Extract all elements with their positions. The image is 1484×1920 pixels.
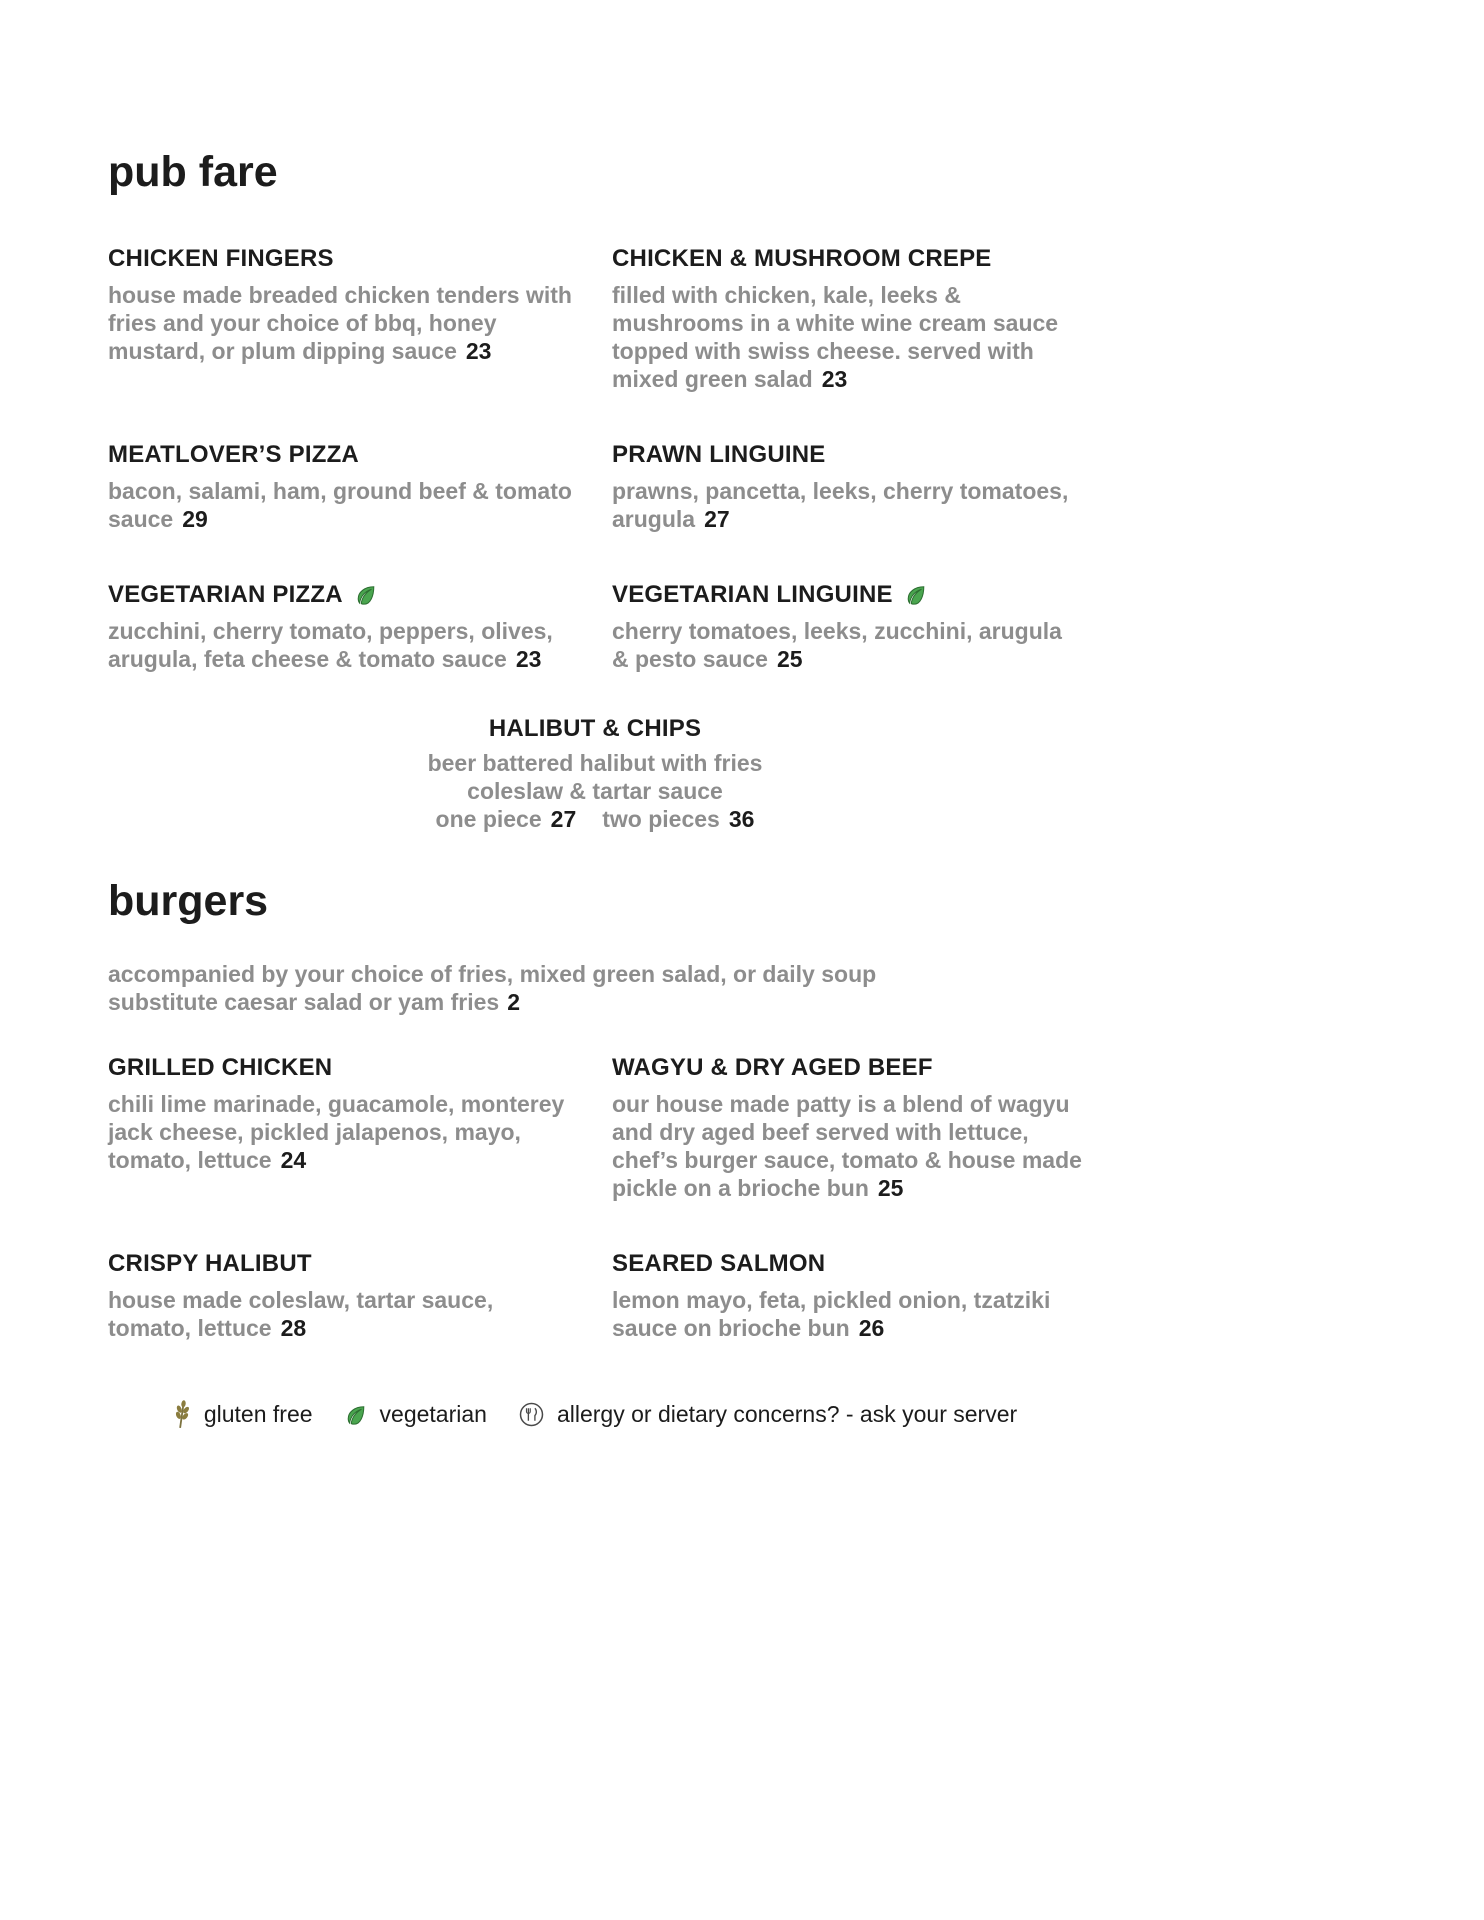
item-name-text: CHICKEN & MUSHROOM CREPE [612,245,992,273]
item-desc-text: lemon mayo, feta, pickled onion, tzatziki sauce on brioche bun [612,1287,1051,1342]
dietary-legend [108,1400,1082,1429]
item-price: 24 [280,1147,307,1174]
item-name-text: WAGYU & DRY AGED BEEF [612,1054,933,1082]
price-option-label: two pieces [602,806,720,833]
item-price: 27 [704,505,730,532]
item-name-text: VEGETARIAN PIZZA [108,580,343,608]
item-name [612,441,1082,470]
section-burgers [108,879,1082,1342]
menu-item-chicken-fingers [108,245,572,365]
item-name [612,581,1082,610]
item-price: 36 [728,806,755,833]
item-description [612,1090,1082,1202]
item-name [612,1250,1082,1279]
item-description [108,281,572,365]
item-name [108,245,572,274]
item-name-text: MEATLOVER’S PIZZA [108,440,359,468]
legend-vegetarian [345,1401,487,1428]
item-name [108,1054,572,1083]
item-desc-text: filled with chicken, kale, leeks & mushrooms in a white wine cream sauce topped with swiss cheese. served with mixed green salad [612,281,1059,392]
leaf-icon [345,1404,367,1426]
item-name [108,581,572,610]
legend-gluten-free-label: gluten free [203,1401,313,1428]
item-price: 27 [550,806,577,833]
vegetarian-leaf-icon [355,584,377,606]
burgers-intro-line1: accompanied by your choice of fries, mixed green salad, or daily soup [108,961,877,988]
legend-vegetarian-label: vegetarian [379,1401,487,1428]
item-description [108,617,572,673]
item-name-text: VEGETARIAN LINGUINE [612,580,893,608]
item-description [612,617,1082,673]
section-pub-fare [108,150,1082,833]
menu-item-halibut-chips [108,715,1082,834]
item-name [612,1054,1082,1083]
wheat-icon [173,1400,191,1429]
menu-item-vegetarian-pizza [108,581,572,673]
item-description [612,281,1082,393]
item-description [612,1286,1082,1342]
item-name-text: SEARED SALMON [612,1250,826,1278]
item-price: 28 [280,1315,307,1342]
price-option-label: one piece [435,806,542,833]
item-description [108,749,1082,833]
menu-item-seared-salmon [612,1250,1082,1342]
item-name-text: CRISPY HALIBUT [108,1250,312,1278]
item-description [108,477,572,533]
item-desc-text: zucchini, cherry tomato, peppers, olives, arugula, feta cheese & tomato sauce [108,617,553,672]
item-description [612,477,1082,533]
item-description [108,1286,572,1342]
burgers-title: burgers [108,877,269,926]
vegetarian-leaf-icon [905,584,927,606]
pub-fare-title: pub fare [108,148,278,196]
item-desc-text: prawns, pancetta, leeks, cherry tomatoes, arugula [612,477,1069,532]
menu-item-chicken-mushroom-crepe [612,245,1082,393]
burgers-grid [108,1054,1082,1342]
item-name-text: GRILLED CHICKEN [108,1054,333,1082]
legend-allergy-label: allergy or dietary concerns? - ask your server [556,1401,1018,1428]
item-price: 29 [182,505,208,532]
item-desc-text: chili lime marinade, guacamole, monterey jack cheese, pickled jalapenos, mayo, tomato, lettuce [108,1091,565,1174]
item-name [612,245,1082,274]
item-desc-text: cherry tomatoes, leeks, zucchini, arugula & pesto sauce [612,617,1062,672]
menu-item-grilled-chicken [108,1054,572,1174]
burgers-intro-line2: substitute caesar salad or yam fries [108,989,500,1016]
item-desc-text: house made coleslaw, tartar sauce, tomato, lettuce [108,1287,494,1342]
item-name [108,441,572,470]
item-name-text: PRAWN LINGUINE [612,440,826,468]
item-price: 26 [858,1315,885,1342]
item-name-text: CHICKEN FINGERS [108,245,334,273]
item-price: 25 [776,645,803,672]
item-desc-line2: coleslaw & tartar sauce [467,778,723,805]
pub-fare-grid [108,245,1082,672]
item-desc-text: our house made patty is a blend of wagyu and dry aged beef served with lettuce, chef’s burger sauce, tomato & house made pickle on a brioche bun [612,1091,1082,1202]
menu-item-meatlovers-pizza [108,441,572,533]
menu-item-crispy-halibut [108,1250,572,1342]
menu-content [108,150,1082,1429]
item-price: 23 [821,365,848,392]
item-name: HALIBUT & CHIPS [488,714,702,742]
price-options [108,805,1082,833]
item-price: 23 [465,337,492,364]
item-desc-text: bacon, salami, ham, ground beef & tomato sauce [108,477,572,532]
menu-item-vegetarian-linguine [612,581,1082,673]
burgers-intro [108,960,1082,1016]
menu-item-wagyu-dry-aged-beef [612,1054,1082,1202]
cutlery-icon [519,1402,544,1427]
menu-item-prawn-linguine [612,441,1082,533]
legend-gluten-free [173,1400,313,1429]
legend-allergy [519,1401,1017,1428]
item-price: 25 [877,1175,904,1202]
substitute-price: 2 [507,989,520,1016]
item-desc-line1: beer battered halibut with fries [427,750,763,777]
item-desc-text: house made breaded chicken tenders with fries and your choice of bbq, honey mustard, or plum dipping sauce [108,281,572,364]
item-name [108,1250,572,1279]
item-description [108,1090,572,1174]
item-price: 23 [515,645,542,672]
